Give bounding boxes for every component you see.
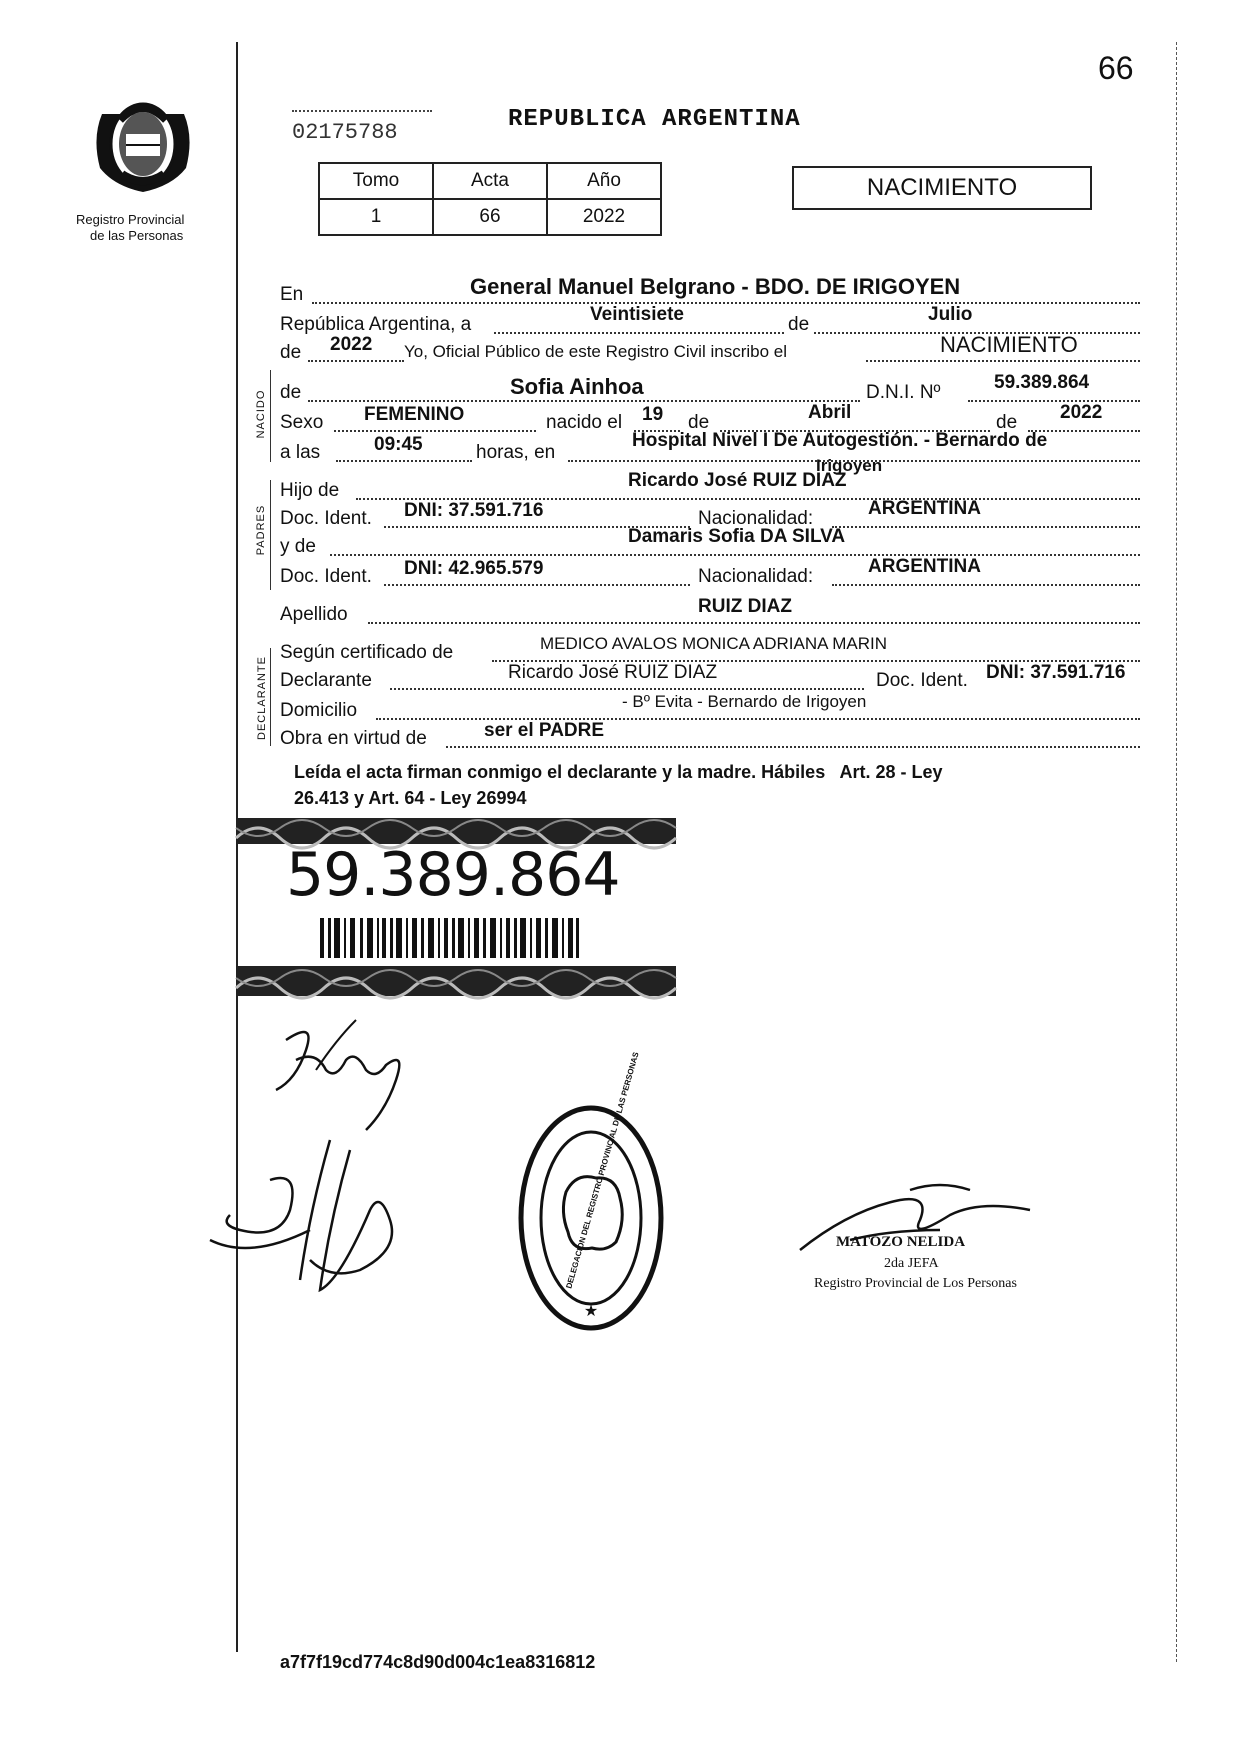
label-doc-ident3: Doc. Ident. bbox=[876, 670, 968, 691]
value-sexo: FEMENINO bbox=[364, 404, 465, 425]
logo-org-line1: Registro Provincial bbox=[76, 212, 185, 227]
label-nacido-el: nacido el bbox=[546, 412, 623, 433]
declarant-signature bbox=[256, 1010, 426, 1140]
nacido-section-label: NACIDO bbox=[255, 389, 267, 439]
value-dia: Veintisiete bbox=[590, 304, 684, 325]
right-margin-line bbox=[1176, 42, 1177, 1662]
label-y-de: y de bbox=[280, 536, 316, 557]
value-declarante-doc: DNI: 37.591.716 bbox=[986, 662, 1126, 683]
label-de4: de bbox=[996, 412, 1018, 433]
value-apellido: RUIZ DIAZ bbox=[698, 596, 792, 617]
label-en: En bbox=[280, 284, 304, 305]
dots-dia bbox=[494, 332, 784, 334]
dots-dni bbox=[968, 400, 1140, 402]
registry-value-acta: 66 bbox=[433, 199, 547, 235]
value-lugar-nac2: Irigoyen bbox=[816, 456, 883, 475]
value-tipo: NACIMIENTO bbox=[940, 332, 1078, 357]
value-padre: Ricardo José RUIZ DIAZ bbox=[628, 470, 847, 491]
dots-apellido bbox=[368, 622, 1140, 624]
value-dni: 59.389.864 bbox=[994, 372, 1090, 393]
dots-madre bbox=[330, 554, 1140, 556]
mother-signature bbox=[210, 1130, 430, 1300]
stamp-text: DELEGACION DEL REGISTRO PROVINCIAL DE LAS PERSONAS bbox=[564, 1051, 641, 1290]
value-obra: ser el PADRE bbox=[484, 720, 605, 741]
value-domicilio: - Bº Evita - Bernardo de Irigoyen bbox=[622, 692, 867, 711]
document-type-box: NACIMIENTO bbox=[792, 166, 1092, 210]
barcode-icon bbox=[320, 918, 580, 958]
dots-tipo bbox=[866, 360, 1140, 362]
label-domicilio: Domicilio bbox=[280, 700, 358, 721]
value-nac-anio: 2022 bbox=[1060, 402, 1103, 423]
dots-declarante bbox=[390, 688, 864, 690]
label-de-nombre: de bbox=[280, 382, 302, 403]
label-doc-ident2: Doc. Ident. bbox=[280, 566, 372, 587]
svg-text:★: ★ bbox=[583, 1303, 599, 1320]
value-madre-doc: DNI: 42.965.579 bbox=[404, 558, 544, 579]
label-declarante: Declarante bbox=[280, 670, 372, 691]
value-madre: Damaris Sofia DA SILVA bbox=[628, 526, 846, 547]
registry-header-tomo: Tomo bbox=[319, 163, 433, 199]
dots-en bbox=[312, 302, 1140, 304]
serial-rule bbox=[292, 110, 432, 112]
value-certificado: MEDICO AVALOS MONICA ADRIANA MARIN bbox=[540, 634, 887, 653]
serial-number: 02175788 bbox=[292, 120, 398, 145]
nacido-section-bar bbox=[270, 370, 271, 462]
value-lugar-nac: Hospital Nivel I De Autogestión. - Bernardo de bbox=[632, 430, 1048, 451]
dots-padre-nac bbox=[832, 526, 1140, 528]
dots-anio bbox=[308, 360, 404, 362]
label-de2: de bbox=[280, 342, 302, 363]
registry-header-anio: Año bbox=[547, 163, 661, 199]
official-name: MATOZO NELIDA bbox=[836, 1234, 966, 1250]
label-dni: D.N.I. Nº bbox=[866, 382, 941, 403]
label-hijo-de: Hijo de bbox=[280, 480, 340, 501]
country-heading: REPUBLICA ARGENTINA bbox=[508, 106, 801, 133]
label-de3: de bbox=[688, 412, 710, 433]
label-a-las: a las bbox=[280, 442, 321, 463]
province-logo bbox=[88, 88, 198, 198]
label-apellido: Apellido bbox=[280, 604, 348, 625]
value-padre-nac: ARGENTINA bbox=[868, 498, 981, 519]
barcode-number: 59.389.864 bbox=[286, 840, 620, 910]
dots-hora bbox=[336, 460, 472, 462]
label-horas-en: horas, en bbox=[476, 442, 556, 463]
registry-value-anio: 2022 bbox=[547, 199, 661, 235]
value-lugar: General Manuel Belgrano - BDO. DE IRIGOYEN bbox=[470, 274, 961, 299]
value-nac-dia: 19 bbox=[642, 404, 664, 425]
label-yo: Yo, Oficial Público de este Registro Civil inscribo el bbox=[404, 342, 787, 361]
registry-stamp bbox=[516, 1051, 666, 1334]
registry-value-tomo: 1 bbox=[319, 199, 433, 235]
declarante-section-bar bbox=[270, 648, 271, 746]
padres-section-bar bbox=[270, 480, 271, 590]
label-de1: de bbox=[788, 314, 810, 335]
dots-sexo bbox=[334, 430, 536, 432]
padres-section-label: PADRES bbox=[255, 504, 267, 556]
barcode-label bbox=[236, 818, 676, 996]
registry-header-acta: Acta bbox=[433, 163, 547, 199]
label-republica: República Argentina, a bbox=[280, 314, 472, 335]
coat-of-arms-icon bbox=[88, 88, 198, 198]
official-org: Registro Provincial de Los Personas bbox=[814, 1276, 1017, 1291]
registry-table bbox=[318, 162, 662, 236]
logo-org-line2: de las Personas bbox=[90, 228, 184, 243]
value-mes: Julio bbox=[928, 304, 973, 325]
dots-nombre bbox=[308, 400, 860, 402]
closing-line1: Leída el acta firman conmigo el declarante y la madre. Hábiles Art. 28 - Ley bbox=[294, 762, 943, 782]
value-nombre: Sofia Ainhoa bbox=[510, 374, 644, 399]
label-obra: Obra en virtud de bbox=[280, 728, 427, 749]
value-padre-doc: DNI: 37.591.716 bbox=[404, 500, 544, 521]
dots-madre-doc bbox=[384, 584, 690, 586]
value-madre-nac: ARGENTINA bbox=[868, 556, 981, 577]
dots-madre-nac bbox=[832, 584, 1140, 586]
label-nacionalidad1: Nacionalidad: bbox=[698, 508, 814, 529]
label-segun: Según certificado de bbox=[280, 642, 454, 663]
value-hora: 09:45 bbox=[374, 434, 423, 455]
label-sexo: Sexo bbox=[280, 412, 324, 433]
value-anio: 2022 bbox=[330, 334, 373, 355]
official-title: 2da JEFA bbox=[884, 1256, 939, 1271]
page-number: 66 bbox=[1098, 50, 1134, 86]
guilloche-band-bottom bbox=[236, 966, 676, 996]
dots-obra bbox=[446, 746, 1140, 748]
declarante-section-label: DECLARANTE bbox=[256, 656, 268, 740]
value-nac-mes: Abril bbox=[808, 402, 852, 423]
label-doc-ident1: Doc. Ident. bbox=[280, 508, 372, 529]
document-hash: a7f7f19cd774c8d90d004c1ea8316812 bbox=[280, 1652, 596, 1672]
label-nacionalidad2: Nacionalidad: bbox=[698, 566, 814, 587]
value-declarante: Ricardo José RUIZ DIAZ bbox=[508, 662, 718, 683]
closing-line2: 26.413 y Art. 64 - Ley 26994 bbox=[294, 788, 527, 808]
